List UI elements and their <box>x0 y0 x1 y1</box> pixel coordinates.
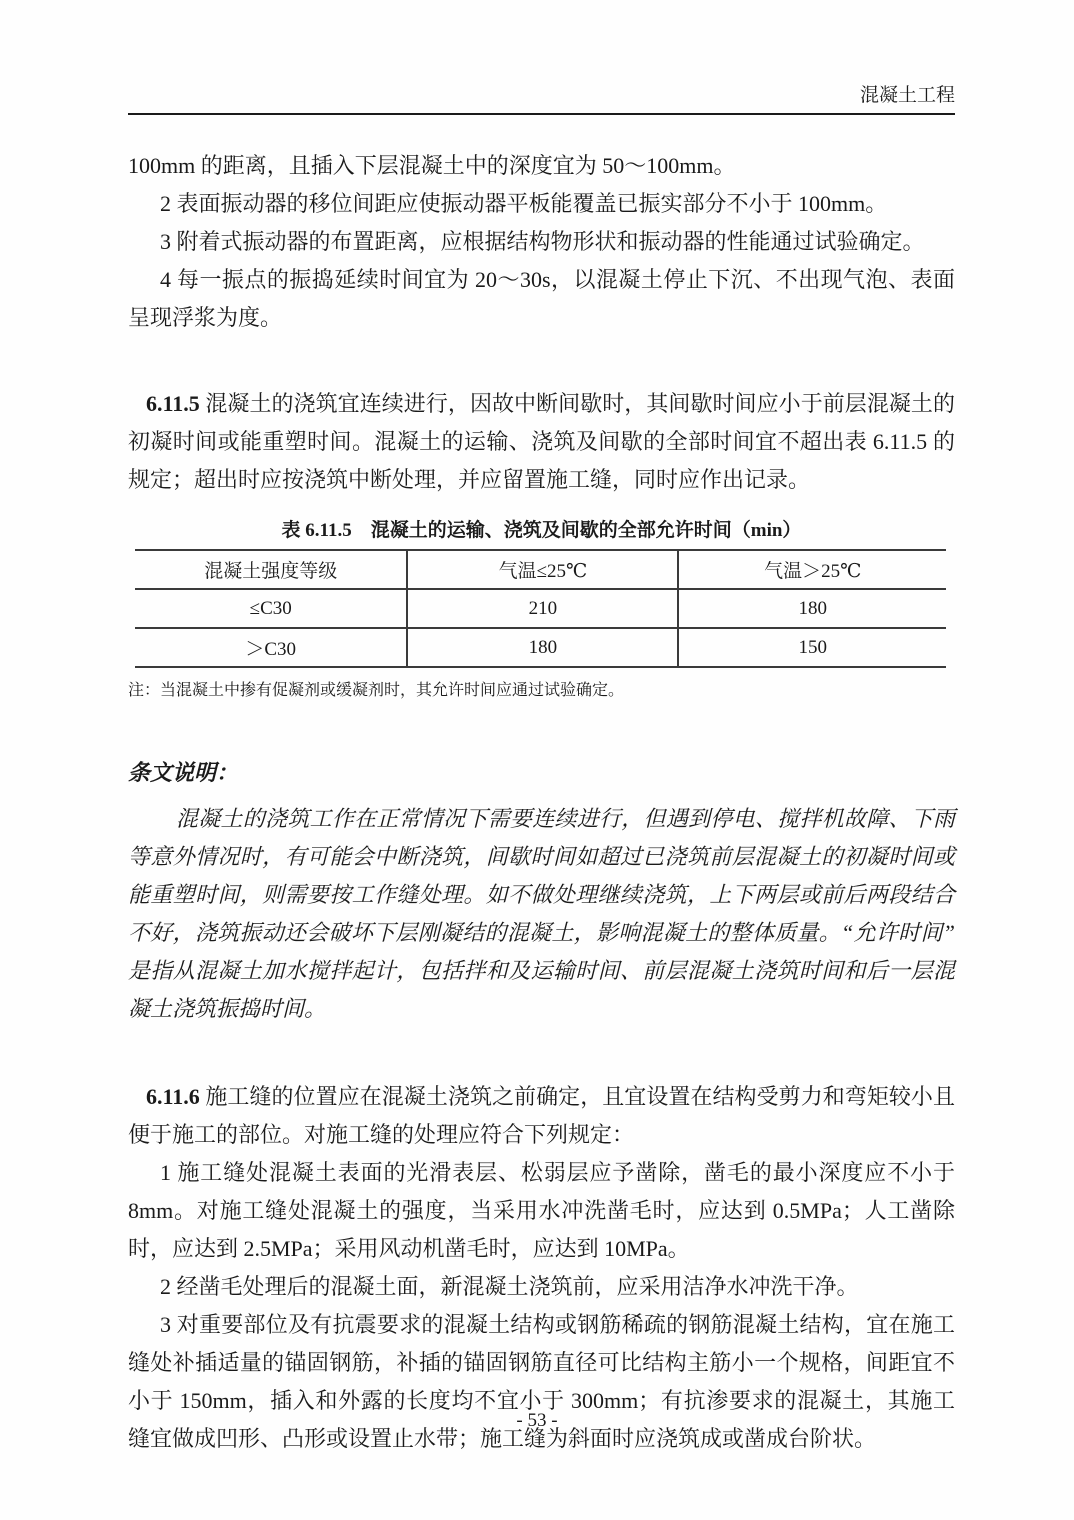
table-cell: 180 <box>407 628 678 667</box>
clause-paragraph <box>128 1078 955 1154</box>
list-item: 1 施工缝处混凝土表面的光滑表层、松弱层应予凿除，凿毛的最小深度应不小于 8mm。对施工缝处混凝土的强度，当采用水冲洗凿毛时，应达到 0.5MPa；人工凿除时，应达到 2.5MPa；采用风动机凿毛时，应达到 10MPa。 <box>128 1160 955 1261</box>
allowed-time-table <box>135 549 946 668</box>
table-header-row <box>135 550 946 589</box>
table-cell: ≤C30 <box>135 589 407 628</box>
table-row <box>135 589 946 628</box>
list-item: 2 表面振动器的移位间距应使振动器平板能覆盖已振实部分不小于 100mm。 <box>160 191 888 216</box>
paragraph: 100mm 的距离，且插入下层混凝土中的深度宜为 50～100mm。 <box>128 153 736 178</box>
column-header: 混凝土强度等级 <box>135 550 407 589</box>
table-cell: 210 <box>407 589 678 628</box>
table-cell: ＞C30 <box>135 628 407 667</box>
clause-6-11-5 <box>128 385 955 499</box>
page-number: - 53 - <box>516 1410 558 1431</box>
clause-number: 6.11.5 <box>146 391 200 416</box>
clause-paragraph <box>128 385 955 499</box>
running-head-title: 混凝土工程 <box>859 85 955 106</box>
intro-section <box>128 147 955 337</box>
table-note: 注：当混凝土中掺有促凝剂或缓凝剂时，其允许时间应通过试验确定。 <box>128 682 625 699</box>
list-item: 3 附着式振动器的布置距离，应根据结构物形状和振动器的性能通过试验确定。 <box>160 229 925 254</box>
table-cell: 150 <box>678 628 946 667</box>
table-cell: 180 <box>678 589 946 628</box>
table-row <box>135 628 946 667</box>
clause-6-11-6 <box>128 1078 955 1458</box>
table-caption: 表 6.11.5 混凝土的运输、浇筑及间歇的全部允许时间（min） <box>281 520 802 541</box>
clause-text: 混凝土的浇筑宜连续进行，因故中断间歇时，其间歇时间应小于前层混凝土的初凝时间或能重塑时间。混凝土的运输、浇筑及间歇的全部时间宜不超出表 6.11.5 的规定；超出时应按浇筑中断处理，并应留置施工缝，同时应作出记录。 <box>128 391 955 492</box>
commentary-label: 条文说明： <box>128 760 239 785</box>
clause-number: 6.11.6 <box>146 1084 200 1109</box>
column-header: 气温≤25℃ <box>407 550 678 589</box>
list-item: 2 经凿毛处理后的混凝土面，新混凝土浇筑前，应采用洁净水冲洗干净。 <box>160 1274 859 1299</box>
commentary-paragraph: 混凝土的浇筑工作在正常情况下需要连续进行，但遇到停电、搅拌机故障、下雨等意外情况时，有可能会中断浇筑，间歇时间如超过已浇筑前层混凝土的初凝时间或能重塑时间，则需要按工作缝处理。如不做处理继续浇筑，上下两层或前后两段结合不好，浇筑振动还会破坏下层刚凝结的混凝土，影响混凝土的整体质量。“允许时间”是指从混凝土加水搅拌起计，包括拌和及运输时间、前层混凝土浇筑时间和后一层混凝土浇筑振捣时间。 <box>128 806 955 1021</box>
running-head <box>128 0 955 115</box>
list-item: 3 对重要部位及有抗震要求的混凝土结构或钢筋稀疏的钢筋混凝土结构，宜在施工缝处补插适量的锚固钢筋，补插的锚固钢筋直径可比结构主筋小一个规格，间距宜不小于 150mm，插入和外露的长度均不宜小于 300mm；有抗渗要求的混凝土，其施工缝宜做成凹形、凸形或设置止水带；施工缝为斜面时应浇筑成或凿成台阶状。 <box>128 1312 955 1451</box>
list-item: 4 每一振点的振捣延续时间宜为 20～30s，以混凝土停止下沉、不出现气泡、表面呈现浮浆为度。 <box>128 267 955 330</box>
column-header: 气温＞25℃ <box>678 550 946 589</box>
clause-text: 施工缝的位置应在混凝土浇筑之前确定，且宜设置在结构受剪力和弯矩较小且便于施工的部位。对施工缝的处理应符合下列规定： <box>128 1084 955 1147</box>
